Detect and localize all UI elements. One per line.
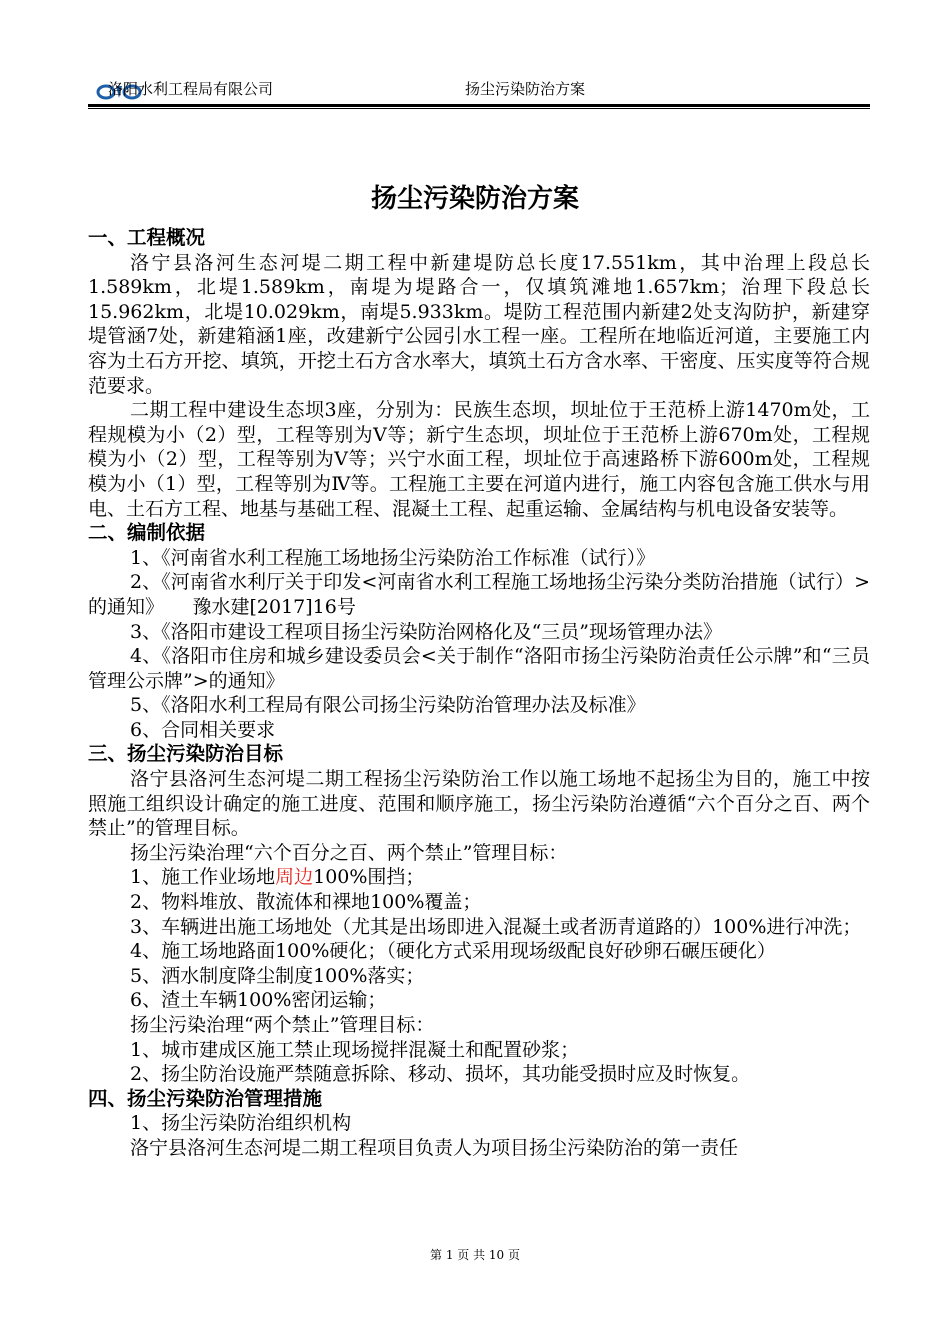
header-company-name: 洛阳水利工程局有限公司 xyxy=(108,80,274,98)
list-item-text: 1、施工作业场地 xyxy=(130,866,276,889)
list-item xyxy=(88,865,870,890)
paragraph: 洛宁县洛河生态河堤二期工程中新建堤防总长度17.551km，其中治理上段总长1.589km，北堤1.589km，南堤为堤路合一，仅填筑滩地1.657km；治理下段总长15.962km，北堤10.029km，南堤5.933km。堤防工程范围内新建2处支沟防护，新建穿堤管涵7处，新建箱涵1座，改建新宁公园引水工程一座。工程所在地临近河道，主要施工内容为土石方开挖、填筑，开挖土石方含水率大，填筑土石方含水率、干密度、压实度等符合规范要求。 xyxy=(88,251,870,397)
list-item: 6、渣土车辆100%密闭运输； xyxy=(130,989,387,1012)
list-item: 3、《洛阳市建设工程项目扬尘污染防治网格化及“三员”现场管理办法》 xyxy=(130,620,723,643)
section-heading-basis: 二、编制依据 xyxy=(88,521,206,545)
list-item: 2、物料堆放、散流体和裸地100%覆盖； xyxy=(130,891,482,914)
list-item: 3、车辆进出施工场地处（尤其是出场即进入混凝土或者沥青道路的）100%进行冲洗； xyxy=(130,915,862,938)
list-item: 5、洒水制度降尘制度100%落实； xyxy=(130,964,425,987)
section-heading-measures: 四、扬尘污染防治管理措施 xyxy=(88,1086,323,1110)
paragraph: 二期工程中建设生态坝3座，分别为：民族生态坝，坝址位于王范桥上游1470m处，工程规模为小（2）型，工程等别为Ⅴ等；新宁生态坝，坝址位于王范桥上游670m处，工程规模为小（2）型，工程等别为Ⅴ等；兴宁水面工程，坝址位于高速路桥下游600m处，工程规模为小（1）型，工程等别为Ⅳ等。工程施工主要在河道内进行，施工内容包含施工供水与用电、土石方工程、地基与基础工程、混凝土工程、起重运输、金属结构与机电设备安装等。 xyxy=(88,399,870,520)
page-header xyxy=(88,78,868,104)
section-heading-overview: 一、工程概况 xyxy=(88,226,206,249)
list-item: 1、《河南省水利工程施工场地扬尘污染防治工作标准（试行）》 xyxy=(130,546,656,569)
page-footer-page-number: 第 1 页 共 10 页 xyxy=(430,1248,520,1262)
list-item: 4、施工场地路面100%硬化；（硬化方式采用现场级配良好砂卵石碾压硬化） xyxy=(130,940,776,963)
highlighted-text: 周边 xyxy=(275,866,314,889)
list-item: 1、扬尘污染防治组织机构 xyxy=(130,1112,352,1135)
document-body xyxy=(88,226,870,1161)
list-intro: 扬尘污染治理“两个禁止”管理目标： xyxy=(130,1014,435,1036)
list-intro: 扬尘污染治理“六个百分之百、两个禁止”管理目标： xyxy=(130,841,568,864)
paragraph: 洛宁县洛河生态河堤二期工程项目负责人为项目扬尘污染防治的第一责任 xyxy=(130,1136,739,1159)
list-item: 2、扬尘防治设施严禁随意拆除、移动、损坏，其功能受损时应及时恢复。 xyxy=(130,1063,751,1086)
list-item: 4、《洛阳市住房和城乡建设委员会<关于制作“洛阳市扬尘污染防治责任公示牌”和“三员管理公示牌”>的通知》 xyxy=(88,645,870,692)
list-item: 6、合同相关要求 xyxy=(130,718,276,741)
header-document-title: 扬尘污染防治方案 xyxy=(465,80,586,98)
section-heading-targets: 三、扬尘污染防治目标 xyxy=(88,742,284,766)
list-item-text: 100%围挡； xyxy=(313,866,425,889)
header-rule-thin xyxy=(88,108,870,109)
paragraph: 洛宁县洛河生态河堤二期工程扬尘污染防治工作以施工场地不起扬尘为目的，施工中按照施工组织设计确定的施工进度、范围和顺序施工，扬尘污染防治遵循“六个百分之百、两个禁止”的管理目标。 xyxy=(88,768,870,840)
list-item: 5、《洛阳水利工程局有限公司扬尘污染防治管理办法及标准》 xyxy=(130,694,646,717)
document-title: 扬尘污染防治方案 xyxy=(370,184,579,214)
list-item: 2、《河南省水利厅关于印发<河南省水利工程施工场地扬尘污染分类防治措施（试行）>的通知》 豫水建[2017]16号 xyxy=(88,571,870,618)
list-item: 1、城市建成区施工禁止现场搅拌混凝土和配置砂浆； xyxy=(130,1038,580,1061)
header-rule-thick xyxy=(88,104,870,107)
